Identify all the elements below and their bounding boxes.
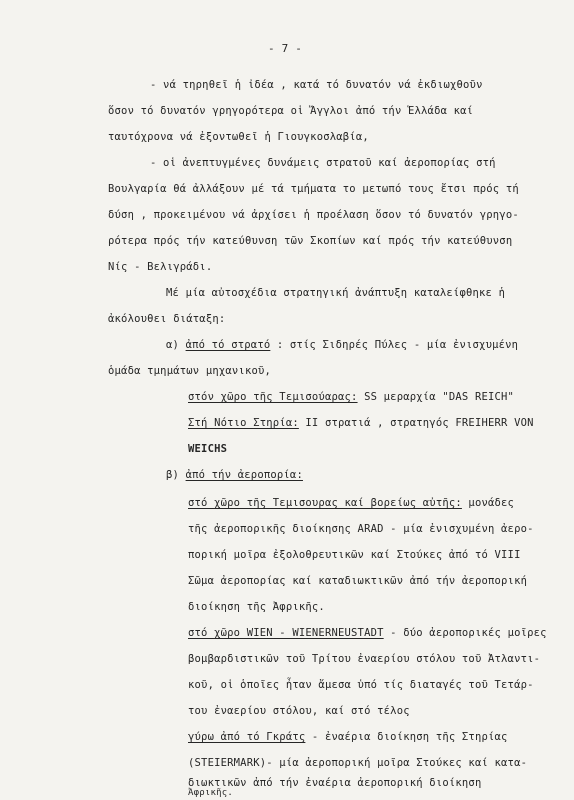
- text-line: [188, 496, 514, 510]
- text-span: - δύο ἀεροπορικές μοῖρες: [383, 627, 547, 639]
- text-line: [188, 416, 534, 430]
- text-line: πορική μοῖρα ἐξολοθρευτικῶν καί Στούκες ἀπό τό VIII: [188, 549, 521, 561]
- text-line: ὅσον τό δυνατόν γρηγορότερα οἱ Ἄγγλοι ἀπό τήν Ἑλλάδα καί: [108, 105, 474, 117]
- text-line: του ἐναερίου στόλου, καί στό τέλος: [188, 705, 410, 717]
- text-line: ταυτόχρονα νά ἐξοντωθεῖ ἡ Γιουγκοσλαβία,: [108, 131, 369, 143]
- text-line: Νίς - Βελιγράδι.: [108, 261, 213, 273]
- text-line: [188, 730, 508, 744]
- text-span: - ἐναέρια διοίκηση τῆς Στηρίας: [305, 731, 508, 743]
- text-span: μονάδες: [461, 497, 515, 509]
- text-line: ρότερα πρός τήν κατεύθυνση τῶν Σκοπίων καί πρός τήν κατεύθυνση: [108, 235, 513, 247]
- text-line: ἀκόλουθει διάταξη:: [108, 313, 226, 325]
- underlined-heading: στό χῶρο WIEN - WIENERNEUSTADT: [188, 627, 384, 639]
- text-line: [166, 338, 518, 352]
- text-line: - οἱ ἀνεπτυγμένες δυνάμεις στρατοῦ καί ἀεροπορίας στή: [150, 157, 496, 169]
- text-line: διωκτικῶν ἀπό τήν ἐναέρια ἀεροπορική διοίκηση: [188, 777, 482, 789]
- text-line: δύση , προκειμένου νά ἀρχίσει ἡ προέλαση ὅσον τό δυνατόν γρηγο-: [108, 209, 519, 221]
- underlined-heading: Στή Νότιο Στηρία:: [188, 417, 299, 429]
- text-line: Βουλγαρία θά ἀλλάξουν μέ τά τμήματα το μετωπό τους ἔτσι πρός τή: [108, 183, 519, 195]
- text-line: βομβαρδιστικῶν τοῦ Τρίτου ἐναερίου στόλου τοῦ Ἀτλαντι-: [188, 653, 541, 665]
- text-line: Σῶμα ἀεροπορίας καί καταδιωκτικῶν ἀπό τήν ἀεροπορική: [188, 575, 528, 587]
- text-line: WEICHS: [188, 443, 228, 455]
- underlined-heading: στό χῶρο τῆς Τεμισουρας καί βορείως αὐτῆς:: [188, 497, 462, 509]
- page-number: - 7 -: [268, 42, 303, 55]
- underlined-heading: ἀπό τό στρατό: [185, 339, 271, 351]
- underlined-heading: ἀπό τήν ἀεροπορία:: [185, 469, 303, 481]
- text-line: [188, 626, 547, 640]
- underlined-heading: γύρω ἀπό τό Γκράτς: [188, 731, 306, 743]
- text-span: SS μεραρχία "DAS REICH": [357, 391, 515, 403]
- text-line: - νά τηρηθεῖ ἡ ἰδέα , κατά τό δυνατόν νά ἐκδιωχθοῦν: [150, 79, 483, 91]
- underlined-heading: στόν χῶρο τῆς Τεμισούαρας:: [188, 391, 358, 403]
- text-line: τῆς ἀεροπορικῆς διοίκησης ARAD - μία ἐνισχυμένη ἀερο-: [188, 523, 534, 535]
- text-line: κοῦ, οἱ ὁποῖες ἦταν ἄμεσα ὑπό τίς διαταγές τοῦ Τετάρ-: [188, 679, 534, 691]
- text-span: : στίς Σιδηρές Πύλες - μία ἐνισχυμένη: [270, 339, 519, 351]
- text-span: ΙΙ στρατιά , στρατηγός FREIHERR VON: [298, 417, 534, 429]
- text-line: διοίκηση τῆς Ἀφρικῆς.: [188, 601, 325, 613]
- list-marker: β): [166, 469, 186, 481]
- text-line: [188, 390, 514, 404]
- text-line: [166, 468, 303, 482]
- text-line: (STEIERMARK)- μία ἀεροπορική μοῖρα Στούκες καί κατα-: [188, 757, 528, 769]
- text-line: Μέ μία αὐτοσχέδια στρατηγική ἀνάπτυξη καταλείφθηκε ἡ: [166, 287, 506, 299]
- text-line: ὁμάδα τμημάτων μηχανικοῦ,: [108, 365, 272, 377]
- list-marker: α): [166, 339, 186, 351]
- text-line: Ἀφρικῆς.: [188, 788, 233, 798]
